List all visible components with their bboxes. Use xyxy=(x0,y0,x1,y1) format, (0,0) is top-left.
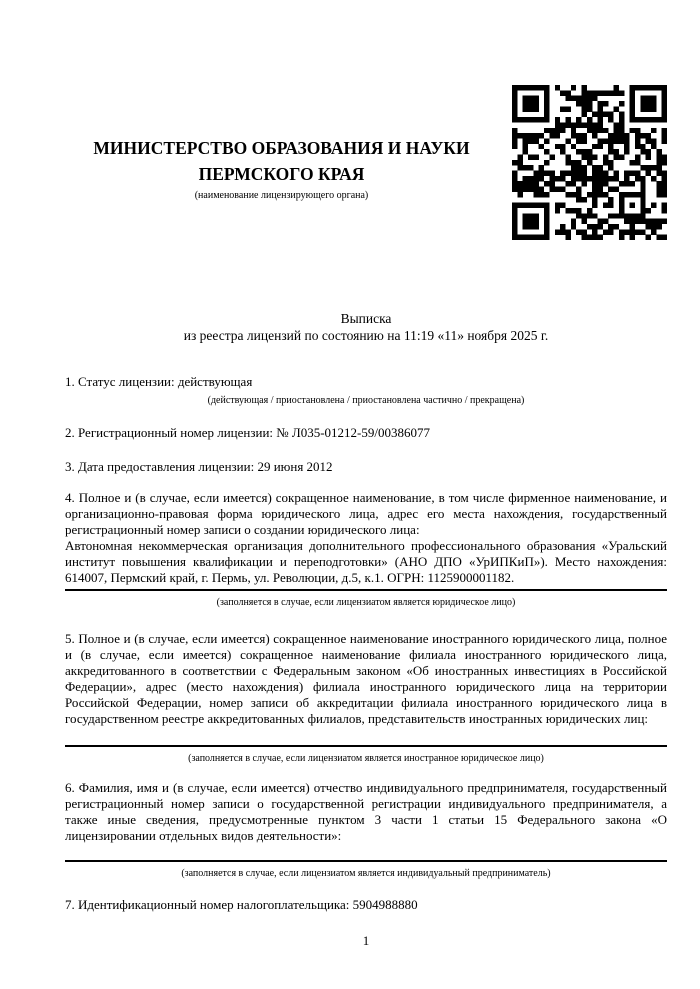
fill-line-legal-entity xyxy=(65,589,667,591)
document-title xyxy=(65,310,667,344)
fill-line-individual xyxy=(65,860,667,862)
document-header xyxy=(65,85,667,240)
ministry-name-line2: ПЕРМСКОГО КРАЯ xyxy=(198,164,365,184)
item-individual-entrepreneur xyxy=(65,780,667,880)
legal-entity-caption: (заполняется в случае, если лицензиатом является юридическое лицо) xyxy=(216,597,516,608)
license-status-caption: (действующая / приостановлена / приостановлена частично / прекращена) xyxy=(207,395,525,406)
legal-entity-label: 4. Полное и (в случае, если имеется) сокращенное наименование, в том числе фирменное наименование, и организационно-правовая форма юридического лица, адрес его места нахождения, государственный регистрационный номер записи о создании юридического лица: xyxy=(65,490,667,537)
item-legal-entity xyxy=(65,490,667,609)
qr-code-image xyxy=(512,85,667,240)
fill-line-foreign-entity xyxy=(65,745,667,747)
item-license-status xyxy=(65,374,667,407)
registration-number-text: 2. Регистрационный номер лицензии: № Л035-01212-59/00386077 xyxy=(65,425,431,440)
title-line2: из реестра лицензий по состоянию на 11:19 «11» ноября 2025 г. xyxy=(183,328,549,343)
item-registration-number xyxy=(65,425,667,441)
qr-code xyxy=(512,85,667,240)
ministry-name-line1: МИНИСТЕРСТВО ОБРАЗОВАНИЯ И НАУКИ xyxy=(93,138,470,158)
licensing-authority xyxy=(65,85,512,202)
license-status-text: 1. Статус лицензии: действующая xyxy=(65,374,253,389)
individual-entrepreneur-label: 6. Фамилия, имя и (в случае, если имеется) отчество индивидуального предпринимателя, государственный регистрационный номер записи о государственной регистрации индивидуального предпринимателя, а также иные сведения, предусмотренные пунктом 3 части 1 статьи 15 Федерального закона «О лицензировании отдельных видов деятельности»: xyxy=(65,780,667,843)
title-line1: Выписка xyxy=(340,311,392,326)
item-taxpayer-number xyxy=(65,897,667,913)
legal-entity-value: Автономная некоммерческая организация дополнительного профессионального образования «Уральский институт повышения квалификации и переподготовки» (АНО ДПО «УрИПКиП»). Место нахождения: 614007, Пермский край, г. Пермь, ул. Революции, д.5, к.1. ОГРН: 1125900001182. xyxy=(65,538,667,585)
individual-caption: (заполняется в случае, если лицензиатом является индивидуальный предприниматель) xyxy=(181,868,551,879)
foreign-entity-caption: (заполняется в случае, если лицензиатом является иностранное юридическое лицо) xyxy=(188,753,544,764)
page-number: 1 xyxy=(362,933,370,948)
grant-date-text: 3. Дата предоставления лицензии: 29 июня 2012 xyxy=(65,459,333,474)
foreign-entity-label: 5. Полное и (в случае, если имеется) сокращенное наименование иностранного юридического лица, полное и (в случае, если имеется) сокращенное наименование филиала иностранного юридического лица, аккредитованного в соответствии с Федеральным законом «Об иностранных инвестициях в Российской Федерации», адрес (место нахождения) филиала иностранного юридического лица на территории Российской Федерации, номер записи об аккредитации филиала иностранного юридического лица в государственном реестре аккредитованных филиалов, представительств иностранных юридических лиц: xyxy=(65,631,667,726)
item-grant-date xyxy=(65,459,667,475)
item-foreign-entity xyxy=(65,631,667,765)
authority-caption: (наименование лицензирующего органа) xyxy=(194,190,369,201)
taxpayer-number-text: 7. Идентификационный номер налогоплательщика: 5904988880 xyxy=(65,897,418,912)
